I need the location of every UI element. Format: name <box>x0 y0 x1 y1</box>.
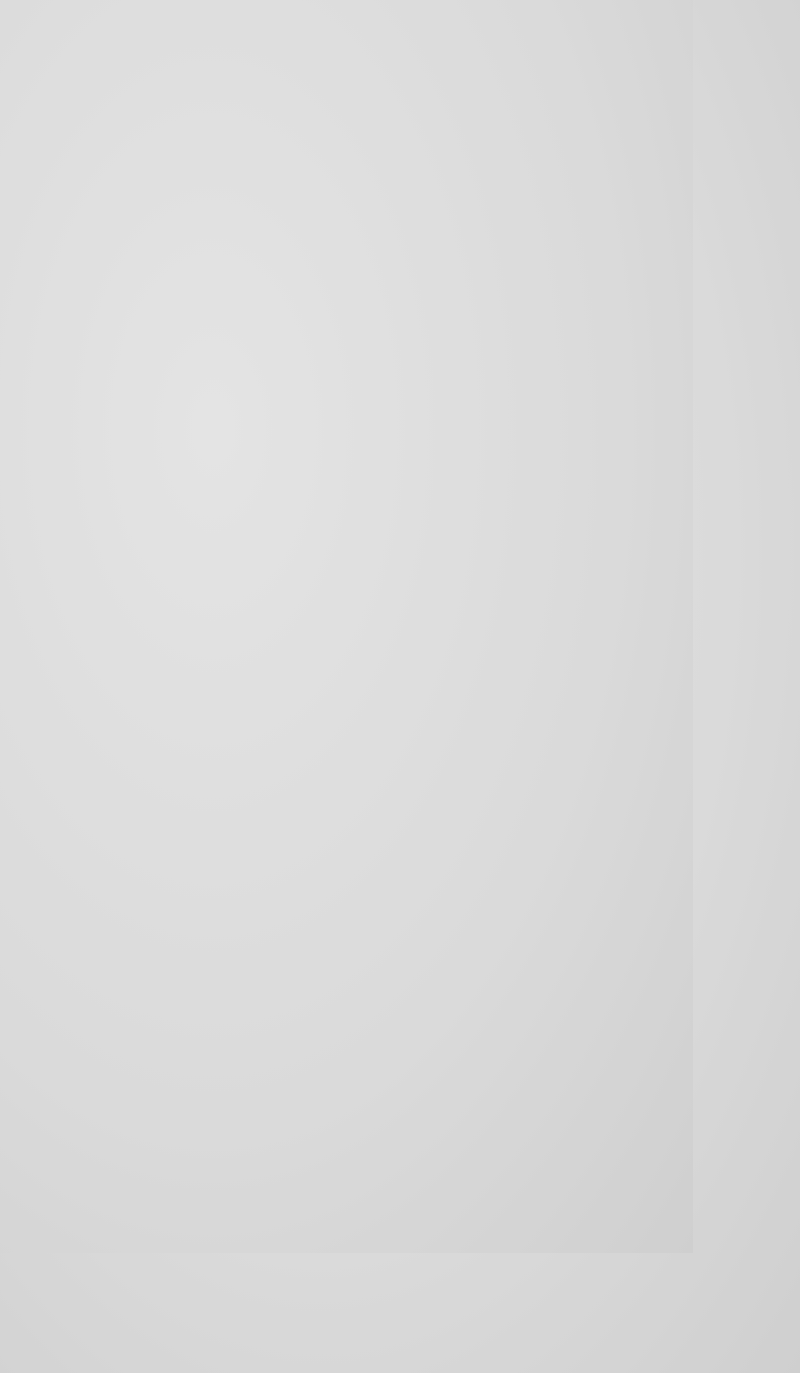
index-entry <box>385 1202 693 1253</box>
index-column-right <box>385 140 693 1253</box>
